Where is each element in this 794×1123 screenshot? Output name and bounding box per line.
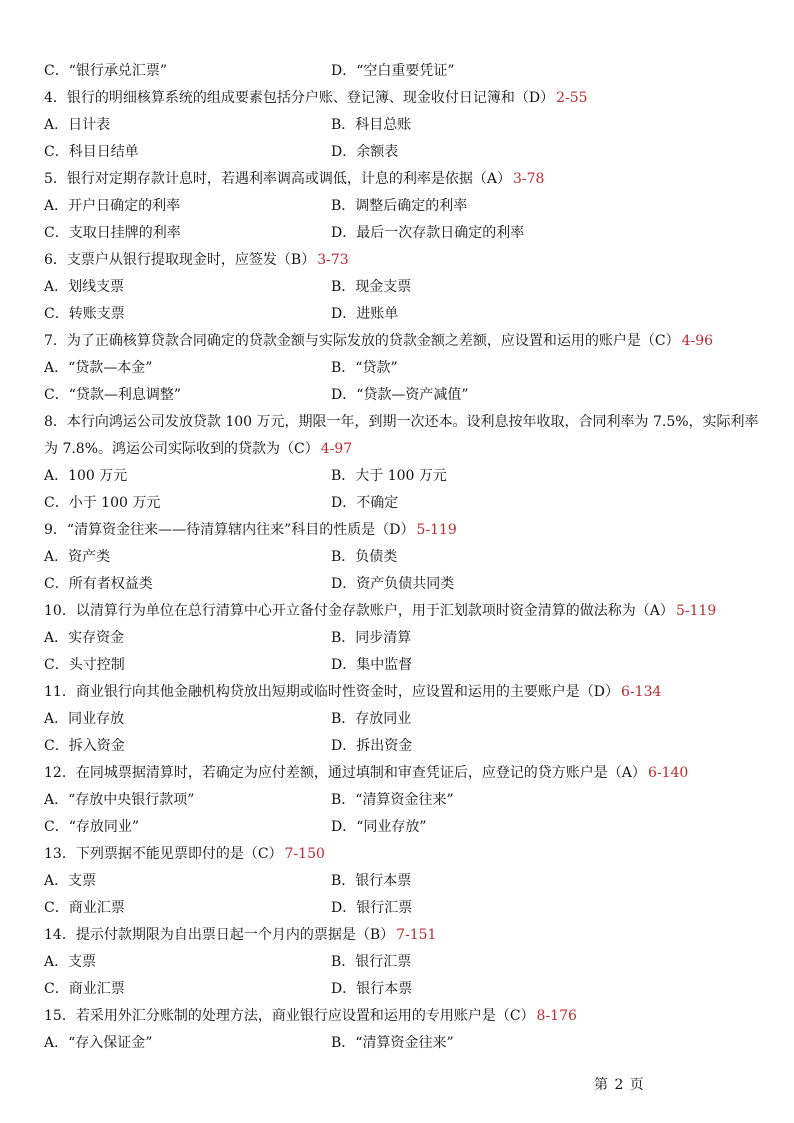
question-text: 12．在同城票据清算时，若确定为应付差额，通过填制和审查凭证后，应登记的贷方账户是（A） bbox=[44, 765, 646, 781]
page-reference: 3-73 bbox=[317, 252, 349, 268]
options-row bbox=[44, 193, 774, 220]
page-number: 第 2 页 bbox=[594, 1077, 645, 1093]
option-c: C．支取日挂牌的利率 bbox=[44, 225, 181, 241]
question-15 bbox=[44, 1003, 774, 1030]
option-c: C．“存放同业” bbox=[44, 819, 140, 835]
page-reference: 2-55 bbox=[556, 90, 588, 106]
page-reference: 7-151 bbox=[396, 927, 437, 943]
question-11 bbox=[44, 679, 774, 706]
question-text: 13．下列票据不能见票即付的是（C） bbox=[44, 846, 283, 862]
option-c: C．科目日结单 bbox=[44, 144, 139, 160]
question-text: 为 7.8%。鸿运公司实际收到的贷款为（C） bbox=[44, 441, 319, 457]
page-reference: 8-176 bbox=[536, 1008, 577, 1024]
options-row bbox=[44, 274, 774, 301]
options-row bbox=[44, 976, 774, 1003]
option-b: B．同步清算 bbox=[331, 630, 412, 646]
option-d: D．银行汇票 bbox=[331, 900, 413, 916]
option-b: B．负债类 bbox=[331, 549, 398, 565]
option-d: D．“贷款—资产减值” bbox=[331, 387, 469, 403]
question-list bbox=[44, 58, 774, 1057]
options-row bbox=[44, 463, 774, 490]
option-b: B．调整后确定的利率 bbox=[331, 198, 468, 214]
option-b: B．现金支票 bbox=[331, 279, 412, 295]
question-text: 7．为了正确核算贷款合同确定的贷款金额与实际发放的贷款金额之差额，应设置和运用的账户是（C） bbox=[44, 333, 680, 349]
options-row bbox=[44, 706, 774, 733]
options-row bbox=[44, 625, 774, 652]
question-text: 6．支票户从银行提取现金时，应签发（B） bbox=[44, 252, 316, 268]
option-b: B．“清算资金往来” bbox=[331, 792, 454, 808]
options-row bbox=[44, 895, 774, 922]
option-a: A．支票 bbox=[44, 954, 97, 970]
question-text: 15．若采用外汇分账制的处理方法，商业银行应设置和运用的专用账户是（C） bbox=[44, 1008, 535, 1024]
option-b: B．“贷款” bbox=[331, 360, 398, 376]
option-a: A．“存入保证金” bbox=[44, 1035, 153, 1051]
options-row bbox=[44, 733, 774, 760]
option-a: A．“存放中央银行款项” bbox=[44, 792, 195, 808]
options-row bbox=[44, 1030, 774, 1057]
option-b: B．银行本票 bbox=[331, 873, 412, 889]
page-reference: 5-119 bbox=[675, 603, 717, 619]
question-6 bbox=[44, 247, 774, 274]
options-row bbox=[44, 112, 774, 139]
option-b: B．存放同业 bbox=[331, 711, 412, 727]
option-d: D．资产负债共同类 bbox=[331, 576, 455, 592]
options-row bbox=[44, 652, 774, 679]
page-reference: 6-134 bbox=[621, 684, 662, 700]
question-8-line-2 bbox=[44, 436, 774, 463]
page-reference: 4-96 bbox=[681, 333, 714, 349]
options-row bbox=[44, 58, 774, 85]
option-c: C．“贷款—利息调整” bbox=[44, 387, 182, 403]
option-b: B．大于 100 万元 bbox=[331, 468, 447, 484]
options-row bbox=[44, 949, 774, 976]
options-row bbox=[44, 814, 774, 841]
option-a: A．划线支票 bbox=[44, 279, 125, 295]
question-text: 8．本行向鸿运公司发放贷款 100 万元，期限一年，到期一次还本。设利息按年收取，合同利率为 7.5%，实际利率 bbox=[44, 414, 759, 430]
question-7 bbox=[44, 328, 774, 355]
page-reference: 5-119 bbox=[416, 522, 457, 538]
question-text: 5．银行对定期存款计息时，若遇利率调高或调低，计息的利率是依据（A） bbox=[44, 171, 512, 187]
option-a: A．支票 bbox=[44, 873, 97, 889]
question-12 bbox=[44, 760, 774, 787]
question-text: 14．提示付款期限为自出票日起一个月内的票据是（B） bbox=[44, 927, 395, 943]
options-row bbox=[44, 787, 774, 814]
option-d: D．集中监督 bbox=[331, 657, 413, 673]
option-a: A．100 万元 bbox=[44, 468, 128, 484]
question-text: 9．“清算资金往来——待清算辖内往来”科目的性质是（D） bbox=[44, 522, 415, 538]
option-c: C．小于 100 万元 bbox=[44, 495, 161, 511]
option-a: A．日计表 bbox=[44, 117, 111, 133]
option-d: D．不确定 bbox=[331, 495, 399, 511]
question-13 bbox=[44, 841, 774, 868]
option-c: C．转账支票 bbox=[44, 306, 125, 322]
question-text: 10．以清算行为单位在总行清算中心开立备付金存款账户，用于汇划款项时资金清算的做法称为（A） bbox=[44, 603, 674, 619]
option-a: A．实存资金 bbox=[44, 630, 125, 646]
options-row bbox=[44, 355, 774, 382]
options-row bbox=[44, 544, 774, 571]
page-reference: 7-150 bbox=[284, 846, 325, 862]
option-c: C．商业汇票 bbox=[44, 900, 125, 916]
question-text: 4．银行的明细核算系统的组成要素包括分户账、登记簿、现金收付日记簿和（D） bbox=[44, 90, 555, 106]
option-d: D．拆出资金 bbox=[331, 738, 413, 754]
question-5 bbox=[44, 166, 774, 193]
options-row bbox=[44, 220, 774, 247]
options-row bbox=[44, 139, 774, 166]
option-d: D．“同业存放” bbox=[331, 819, 427, 835]
question-text: 11．商业银行向其他金融机构贷放出短期或临时性资金时，应设置和运用的主要账户是（D） bbox=[44, 684, 620, 700]
options-row bbox=[44, 301, 774, 328]
option-b: B．“清算资金往来” bbox=[331, 1035, 454, 1051]
options-row bbox=[44, 490, 774, 517]
question-4 bbox=[44, 85, 774, 112]
option-a: A．资产类 bbox=[44, 549, 111, 565]
option-d: D．最后一次存款日确定的利率 bbox=[331, 225, 525, 241]
options-row bbox=[44, 382, 774, 409]
options-row bbox=[44, 868, 774, 895]
page-reference: 6-140 bbox=[647, 765, 689, 781]
option-a: A．“贷款—本金” bbox=[44, 360, 153, 376]
question-14 bbox=[44, 922, 774, 949]
option-d: D．进账单 bbox=[331, 306, 399, 322]
option-d: D．余额表 bbox=[331, 144, 399, 160]
question-8-line-1 bbox=[44, 409, 774, 436]
option-a: A．同业存放 bbox=[44, 711, 125, 727]
option-a: A．开户日确定的利率 bbox=[44, 198, 181, 214]
page-reference: 3-78 bbox=[513, 171, 545, 187]
option-d: D．“空白重要凭证” bbox=[331, 63, 455, 79]
question-9 bbox=[44, 517, 774, 544]
options-row bbox=[44, 571, 774, 598]
option-c: C．商业汇票 bbox=[44, 981, 125, 997]
option-b: B．银行汇票 bbox=[331, 954, 412, 970]
option-b: B．科目总账 bbox=[331, 117, 412, 133]
option-c: C．头寸控制 bbox=[44, 657, 125, 673]
option-c: C．所有者权益类 bbox=[44, 576, 153, 592]
page-reference: 4-97 bbox=[320, 441, 353, 457]
option-c: C．“银行承兑汇票” bbox=[44, 63, 168, 79]
option-d: D．银行本票 bbox=[331, 981, 413, 997]
option-c: C．拆入资金 bbox=[44, 738, 125, 754]
question-10 bbox=[44, 598, 774, 625]
